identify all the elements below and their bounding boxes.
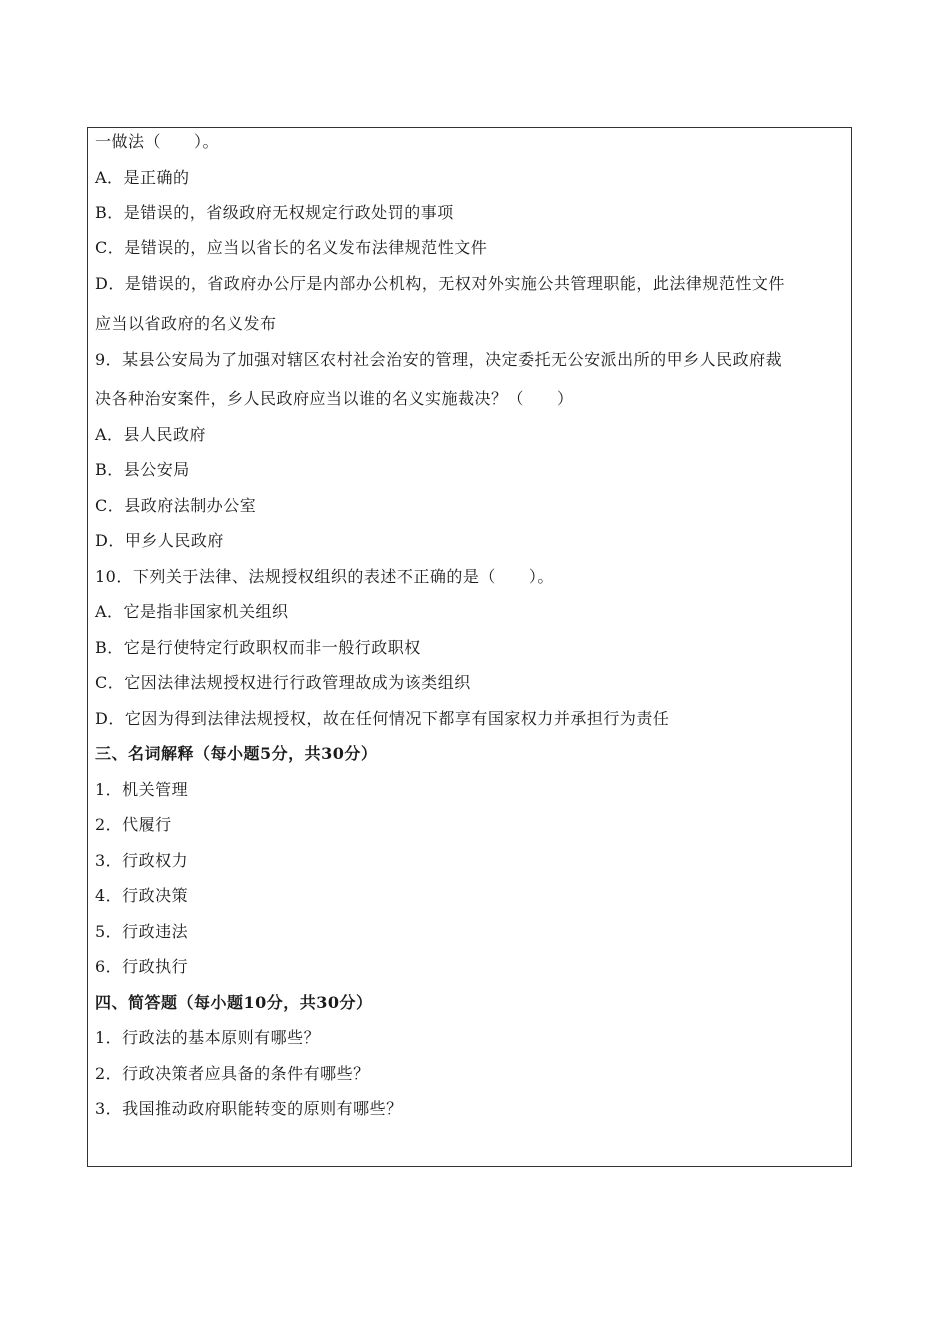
text-line: A．县人民政府 <box>95 425 207 444</box>
text-line: C．县政府法制办公室 <box>95 496 257 515</box>
text-line: C．是错误的，应当以省长的名义发布法律规范性文件 <box>95 238 488 257</box>
text-line: 决各种治安案件，乡人民政府应当以谁的名义实施裁决？（ ） <box>95 389 574 408</box>
text-line: A．它是指非国家机关组织 <box>95 602 289 621</box>
text-line: B．它是行使特定行政职权而非一般行政职权 <box>95 638 421 657</box>
text-line: B．县公安局 <box>95 460 190 479</box>
text-line: B．是错误的，省级政府无权规定行政处罚的事项 <box>95 203 454 222</box>
text-line: 3．我国推动政府职能转变的原则有哪些？ <box>95 1099 403 1118</box>
text-line: 应当以省政府的名义发布 <box>95 314 277 333</box>
text-line: D．它因为得到法律法规授权，故在任何情况下都享有国家权力并承担行为责任 <box>95 709 670 728</box>
text-line: 一做法（ ）。 <box>95 132 220 151</box>
section-heading: 四、简答题（每小题10分，共30分） <box>95 993 373 1012</box>
text-line: 10．下列关于法律、法规授权组织的表述不正确的是（ ）。 <box>95 567 554 586</box>
text-line: 2．行政决策者应具备的条件有哪些？ <box>95 1064 370 1083</box>
text-line: D．甲乡人民政府 <box>95 531 224 550</box>
text-line: 9．某县公安局为了加强对辖区农村社会治安的管理，决定委托无公安派出所的甲乡人民政府裁 <box>95 350 783 369</box>
text-line: D．是错误的，省政府办公厅是内部办公机构，无权对外实施公共管理职能，此法律规范性文件 <box>95 274 785 293</box>
section-heading: 三、名词解释（每小题5分，共30分） <box>95 744 378 763</box>
text-line: 1．行政法的基本原则有哪些？ <box>95 1028 321 1047</box>
text-line: 5．行政违法 <box>95 922 189 941</box>
text-line: 2．代履行 <box>95 815 172 834</box>
text-line: 3．行政权力 <box>95 851 189 870</box>
text-line: A．是正确的 <box>95 168 190 187</box>
text-line: 6．行政执行 <box>95 957 189 976</box>
text-line: 4．行政决策 <box>95 886 189 905</box>
text-line: C．它因法律法规授权进行行政管理故成为该类组织 <box>95 673 471 692</box>
text-line: 1．机关管理 <box>95 780 189 799</box>
